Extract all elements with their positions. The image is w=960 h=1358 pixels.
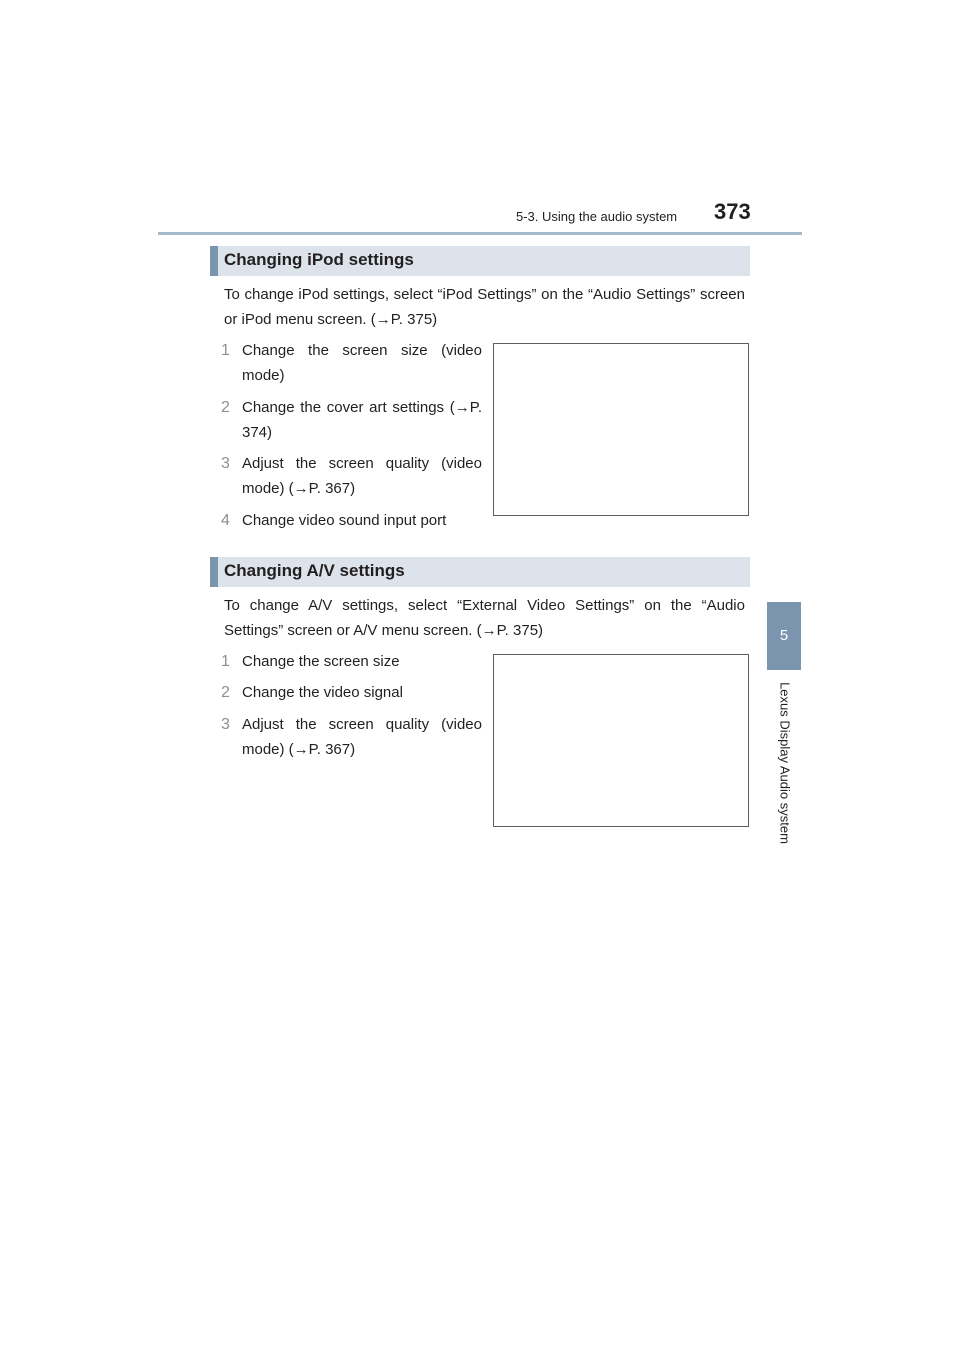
list-item xyxy=(221,338,482,388)
item-text: Change the screen size xyxy=(242,653,400,670)
item-number: 4 xyxy=(221,512,230,529)
ipod-settings-screen-image xyxy=(493,343,749,516)
item-text: Change the cover art settings (→P. 374) xyxy=(242,399,482,441)
list-item xyxy=(221,395,482,445)
item-text: Adjust the screen quality (video mode) (→P. 367) xyxy=(242,455,482,497)
item-number: 2 xyxy=(221,399,230,416)
chapter-tab xyxy=(767,602,801,670)
list-item xyxy=(221,712,482,762)
page-number: 373 xyxy=(714,199,751,224)
item-text: Change the screen size (video mode) xyxy=(242,342,482,384)
list-item xyxy=(221,451,482,501)
item-number: 3 xyxy=(221,455,230,472)
running-header-title: 5-3. Using the audio system xyxy=(516,209,678,224)
item-text: Change video sound input port xyxy=(242,512,447,529)
list-item xyxy=(221,649,482,674)
section-intro: To change A/V settings, select “External Video Settings” on the “Audio Settings” screen or A/V menu screen. (→P. 375) xyxy=(224,597,745,639)
item-text: Change the video signal xyxy=(242,684,403,701)
chapter-number: 5 xyxy=(779,627,789,644)
av-settings-screen-image xyxy=(493,654,749,827)
item-number: 2 xyxy=(221,684,230,701)
section-heading-text: Changing iPod settings xyxy=(224,250,414,269)
section-intro: To change iPod settings, select “iPod Settings” on the “Audio Settings” screen or iPod menu screen. (→P. 375) xyxy=(224,286,745,328)
item-number: 3 xyxy=(221,716,230,733)
section-heading-ipod xyxy=(210,246,750,276)
list-item xyxy=(221,508,482,533)
section-heading-text: Changing A/V settings xyxy=(224,561,405,580)
item-text: Adjust the screen quality (video mode) (→P. 367) xyxy=(242,716,482,758)
item-number: 1 xyxy=(221,342,230,359)
list-item xyxy=(221,680,482,705)
header-rule xyxy=(158,232,802,235)
item-number: 1 xyxy=(221,653,230,670)
section-heading-av xyxy=(210,557,750,587)
chapter-title: Lexus Display Audio system xyxy=(777,682,793,844)
